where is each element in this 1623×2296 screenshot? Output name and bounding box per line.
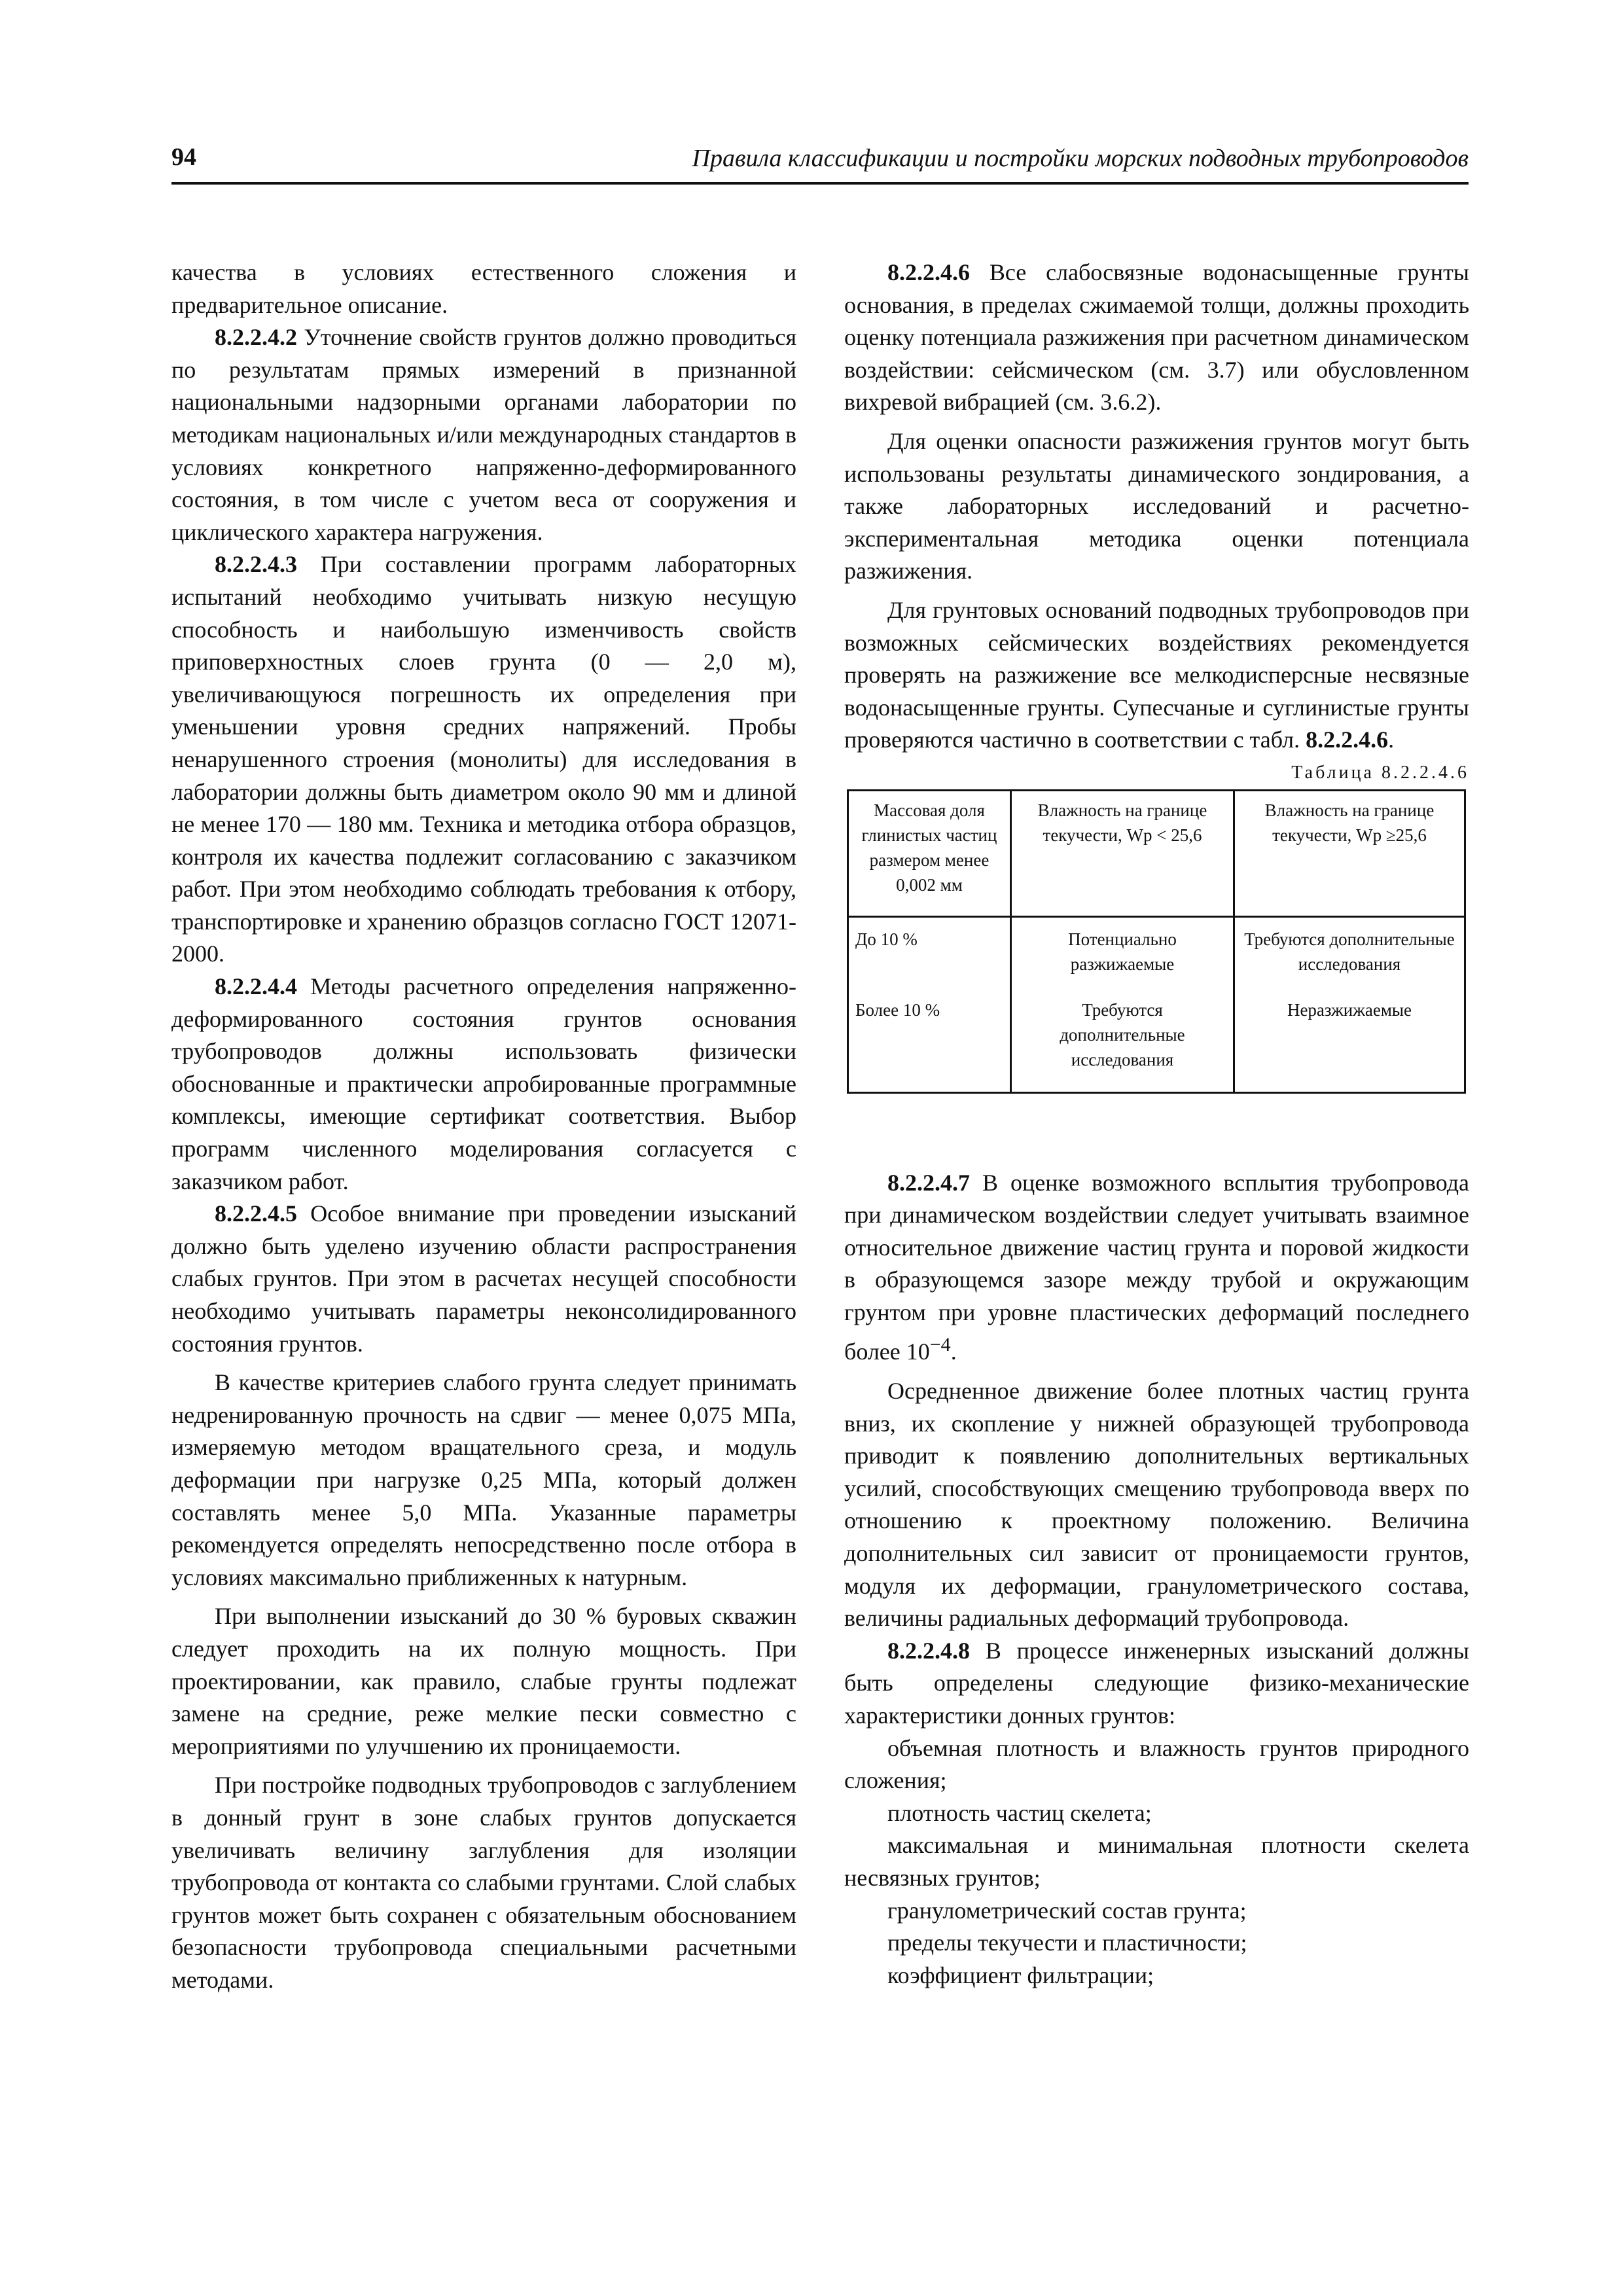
table-reference: 8.2.2.4.6 xyxy=(1306,726,1389,753)
paragraph-text: Методы расчетного определения напряженно-деформированного состояния грунтов основания трубопроводов должны использовать физически обоснованные и практически апробированные программные комплексы, имеющие сертификат соответствия. Выбор программ численного моделирования согласуется с заказчиком работ. xyxy=(171,973,796,1194)
paragraph: Осредненное движение более плотных частиц грунта вниз, их скопление у нижней образующей трубопровода приводит к появлению дополнительных вертикальных усилий, способствующих смещению трубопровода вверх по отношению к проектному положению. Величина дополнительных сил зависит от проницаемости грунтов, модуля их деформации, гранулометрического состава, величины радиальных деформаций трубопровода. xyxy=(844,1378,1469,1632)
list-item: гранулометрический состав грунта; xyxy=(887,1897,1247,1924)
table-cell: Требуются дополнительные исследования xyxy=(1234,916,1465,997)
paragraph-text: Все слабосвязные водонасыщенные грунты основания, в пределах сжимаемой толщи, должны проходить оценку потенциала разжижения при расчетном динамическом воздействии: сейсмическом (см. 3.7) или обусловленном вихревой вибрацией (см. 3.6.2). xyxy=(844,259,1469,416)
section-8-2-2-4-4 xyxy=(171,971,796,1198)
list-item: максимальная и минимальная плотности скелета несвязных грунтов; xyxy=(844,1832,1469,1891)
paragraph-text: Для грунтовых оснований подводных трубопроводов при возможных сейсмических воздействиях рекомендуется проверять на разжижение все мелкодисперсные несвязные водонасыщенные грунты. Супесчаные и суглинистые грунты проверяются частично в соответствии с табл. xyxy=(844,596,1469,753)
right-column xyxy=(844,257,1469,1992)
paragraph: Для оценки опасности разжижения грунтов могут быть использованы результаты динамического зондирования, а также лабораторных исследований и расчетно-экспериментальная методика оценки потенциала разжижения. xyxy=(844,427,1469,584)
section-number: 8.2.2.4.7 xyxy=(887,1169,970,1196)
section-8-2-2-4-6 xyxy=(844,257,1469,419)
running-title: Правила классификации и постройки морских подводных трубопроводов xyxy=(692,145,1469,172)
paragraph: При выполнении изысканий до 30 % буровых скважин следует проходить на их полную мощность. При проектировании, как правило, слабые грунты подлежат замене на средние, реже мелкие пески совместно с мероприятиями по улучшению их проницаемости. xyxy=(171,1603,796,1759)
section-8-2-2-4-2 xyxy=(171,321,796,548)
table-cell: Потенциально разжижаемые xyxy=(1011,916,1234,997)
table-header: Влажность на границе текучести, Wp ≥25,6 xyxy=(1234,790,1465,916)
section-number: 8.2.2.4.5 xyxy=(215,1200,297,1227)
section-number: 8.2.2.4.6 xyxy=(887,259,970,285)
paragraph xyxy=(844,594,1469,757)
paragraph-end: . xyxy=(950,1338,957,1365)
table-cell: Более 10 % xyxy=(848,997,1011,1093)
table-caption: Таблица 8.2.2.4.6 xyxy=(1291,762,1469,783)
table-header: Влажность на границе текучести, Wp < 25,6 xyxy=(1011,790,1234,916)
table-cell: Неразжижаемые xyxy=(1234,997,1465,1093)
paragraph: В качестве критериев слабого грунта следует принимать недренированную прочность на сдвиг — менее 0,075 МПа, измеряемую методом вращательного среза, и модуль деформации при нагрузке 0,25 МПа, который должен составлять менее 5,0 МПа. Указанные параметры рекомендуется определять непосредственно после отбора в условиях максимально приближенных к натурным. xyxy=(171,1369,796,1590)
list-item: плотность частиц скелета; xyxy=(887,1799,1152,1826)
section-number: 8.2.2.4.2 xyxy=(215,324,297,351)
section-number: 8.2.2.4.3 xyxy=(215,551,297,578)
table-row xyxy=(848,916,1465,997)
paragraph-text: Уточнение свойств грунтов должно проводиться по результатам прямых измерений в признанной национальными надзорными органами лаборатории по методикам национальных и/или международных стандартов в условиях конкретного напряженно-деформированного состояния, в том числе с учетом веса от сооружения и циклического характера нагружения. xyxy=(171,324,796,545)
section-8-2-2-4-3 xyxy=(171,548,796,971)
table-header: Массовая доля глинистых частиц размером менее 0,002 мм xyxy=(848,790,1011,916)
section-8-2-2-4-7 xyxy=(844,1167,1469,1369)
exponent: −4 xyxy=(929,1334,951,1356)
page-number: 94 xyxy=(171,143,196,171)
section-8-2-2-4-8 xyxy=(844,1635,1469,1732)
page-header xyxy=(171,143,1469,185)
section-number: 8.2.2.4.4 xyxy=(215,973,297,1000)
list-item: коэффициент фильтрации; xyxy=(887,1962,1154,1988)
paragraph: При постройке подводных трубопроводов с заглублением в донный грунт в зоне слабых грунтов допускается увеличивать величину заглубления для изоляции трубопровода от контакта со слабыми грунтами. Слой слабых грунтов может быть сохранен с обязательным обоснованием безопасности трубопровода специальными расчетными методами. xyxy=(171,1772,796,1993)
paragraph-text: В процессе инженерных изысканий должны быть определены следующие физико-механические характеристики донных грунтов: xyxy=(844,1637,1469,1729)
characteristics-list xyxy=(844,1732,1469,1992)
paragraph-text: Особое внимание при проведении изысканий должно быть уделено изучению области распространения слабых грунтов. При этом в расчетах несущей способности необходимо учитывать параметры неконсолидированного состояния грунтов. xyxy=(171,1200,796,1357)
list-item: пределы текучести и пластичности; xyxy=(887,1929,1247,1956)
table-cell: Требуются дополнительные исследования xyxy=(1011,997,1234,1093)
paragraph-end: . xyxy=(1388,726,1395,753)
paragraph-text: При составлении программ лабораторных испытаний необходимо учитывать низкую несущую способность и наибольшую изменчивость свойств приповерхностных слоев грунта (0 — 2,0 м), увеличивающуюся погрешность их определения при уменьшении уровня средних напряжений. Пробы ненарушенного строения (монолиты) для исследования в лаборатории должны быть диаметром около 90 мм и длиной не менее 170 — 180 мм. Техника и методика отбора образцов, контроля их качества подлежит согласованию с заказчиком работ. При этом необходимо соблюдать требования к отбору, транспортировке и хранению образцов согласно ГОСТ 12071-2000. xyxy=(171,551,796,967)
liquefaction-table xyxy=(847,789,1466,1094)
paragraph-text: В оценке возможного всплытия трубопровода при динамическом воздействии следует учитывать взаимное относительное движение частиц грунта и поровой жидкости в образующемся зазоре между трубой и окружающим грунтом при уровне пластических деформаций последнего более 10 xyxy=(844,1169,1469,1365)
table-header-row xyxy=(848,790,1465,916)
list-item: объемная плотность и влажность грунтов природного сложения; xyxy=(844,1734,1469,1794)
section-8-2-2-4-5 xyxy=(171,1198,796,1360)
left-column xyxy=(171,257,796,1996)
table-row xyxy=(848,997,1465,1093)
paragraph: качества в условиях естественного сложения и предварительное описание. xyxy=(171,259,796,318)
table-cell: До 10 % xyxy=(848,916,1011,997)
section-number: 8.2.2.4.8 xyxy=(887,1637,970,1664)
